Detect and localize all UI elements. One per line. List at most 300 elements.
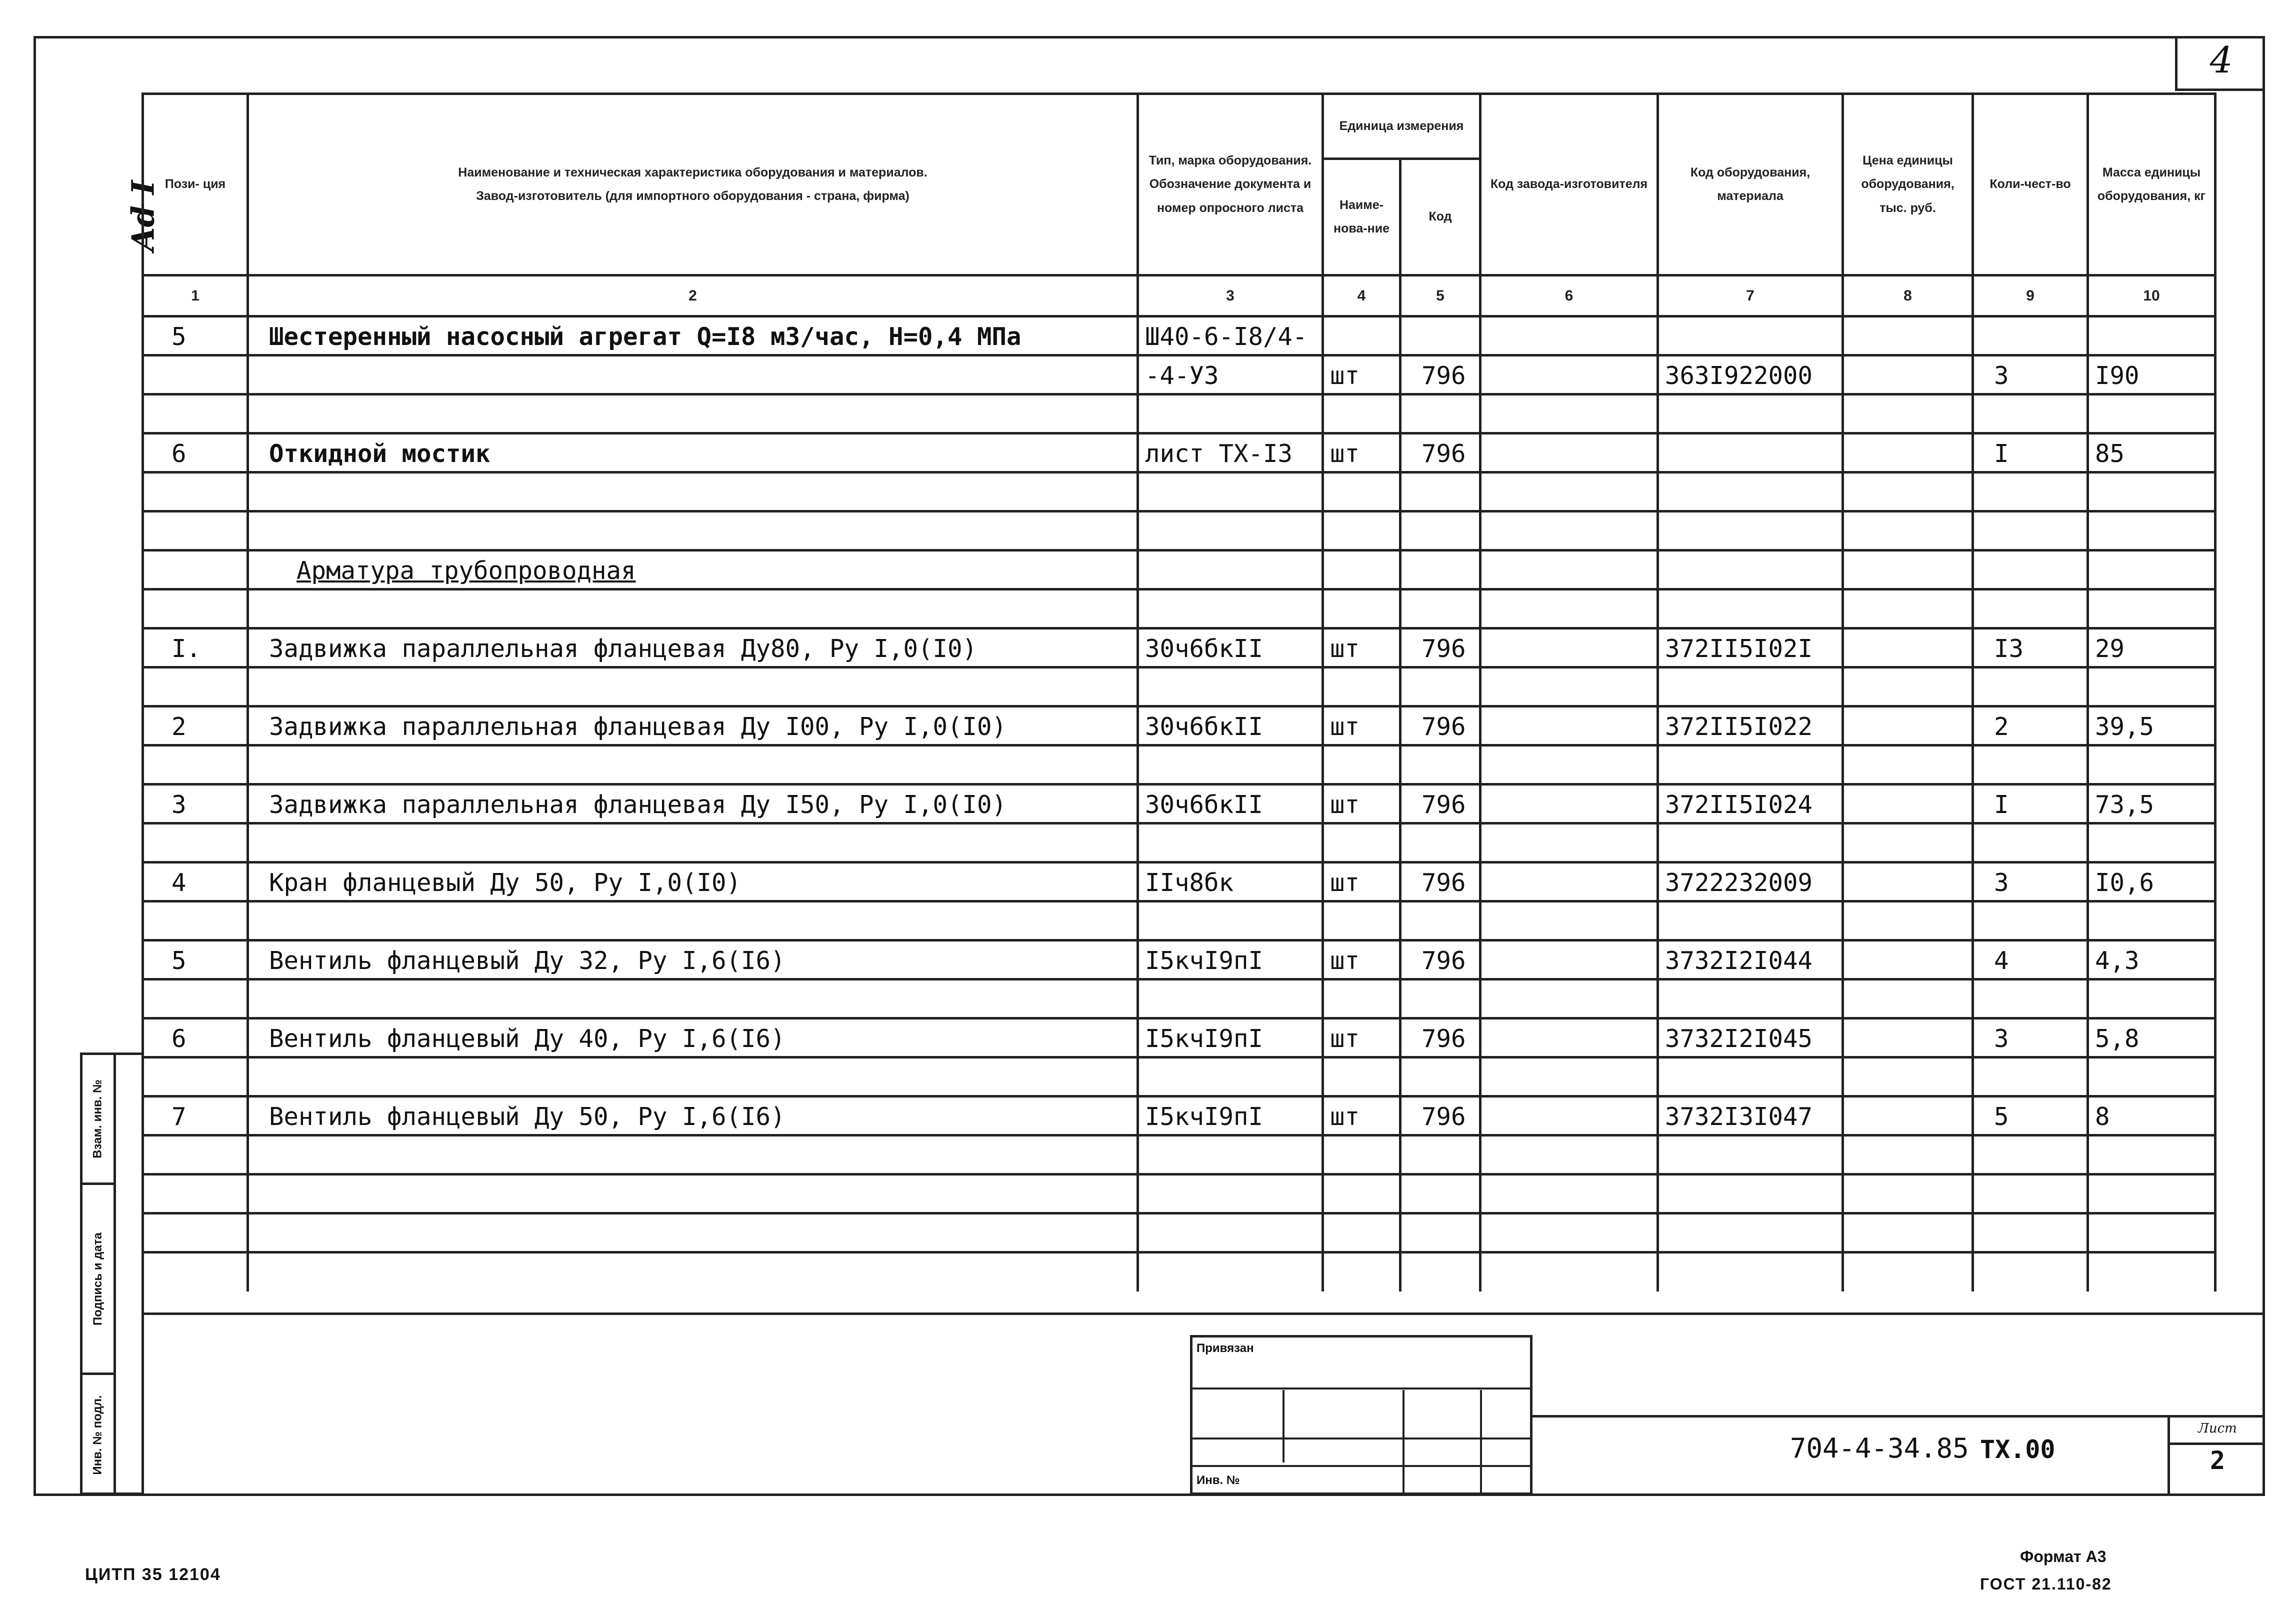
row-equipment-code: 363I922000 [1658,356,1843,394]
row-price [1843,316,1973,356]
row-quantity: 4 [1973,940,2088,980]
row-position [143,824,248,862]
table-row [143,316,2216,356]
row-unit: шт [1323,356,1400,394]
row-position [143,1058,248,1096]
row-unit: шт [1323,940,1400,980]
row-price [1843,940,1973,980]
row-unit: шт [1323,1018,1400,1058]
row-equipment-code: 3732I2I044 [1658,940,1843,980]
col-number: 1 [143,276,248,316]
row-unit [1323,902,1400,940]
row-price [1843,1018,1973,1058]
inventory-mark: Ad I [124,180,162,252]
row-equipment-code [1658,824,1843,862]
row-mass [2088,824,2216,862]
row-unit [1323,1058,1400,1096]
row-mass: 4,3 [2088,940,2216,980]
table-row [143,590,2216,628]
row-mass [2088,550,2216,590]
header-unit-group: Единица измерения [1323,94,1480,159]
table-row [143,668,2216,706]
row-mass [2088,472,2216,512]
col-number: 9 [1973,276,2088,316]
table-row [143,1136,2216,1174]
table-row [143,1252,2216,1292]
row-quantity [1973,316,2088,356]
row-equipment-code: 372II5I022 [1658,706,1843,746]
row-unit-code [1400,394,1480,434]
row-quantity: 3 [1973,356,2088,394]
side-cell-original-inv: Инв. № подл. [91,1395,104,1475]
document-section-code: ТХ.00 [1980,1435,2056,1464]
row-name: Вентиль фланцевый Ду 40, Ру I,6(I6) [248,1018,1138,1058]
row-type: I5кчI9пI [1138,940,1323,980]
row-position [143,902,248,940]
row-quantity [1973,1214,2088,1252]
row-position [143,472,248,512]
table-row [143,1174,2216,1214]
row-position [143,746,248,784]
row-quantity [1973,1058,2088,1096]
row-quantity [1973,1252,2088,1292]
footer-archive-code: ЦИТП 35 12104 [85,1565,221,1584]
header-unit-code: Код [1400,159,1480,276]
row-position: I. [143,628,248,668]
row-equipment-code: 3732I3I047 [1658,1096,1843,1136]
row-plant-code [1480,434,1658,472]
row-price [1843,1214,1973,1252]
row-plant-code [1480,668,1658,706]
row-plant-code [1480,550,1658,590]
row-type: I5кчI9пI [1138,1018,1323,1058]
footer-format: Формат А3 [2020,1548,2106,1566]
header-unit-name: Наиме-нова-ние [1323,159,1400,276]
row-price [1843,394,1973,434]
row-plant-code [1480,706,1658,746]
row-mass [2088,1136,2216,1174]
row-type [1138,1136,1323,1174]
row-unit [1323,512,1400,550]
row-unit [1323,316,1400,356]
table-row [143,862,2216,902]
row-unit [1323,1136,1400,1174]
row-quantity [1973,902,2088,940]
row-equipment-code [1658,902,1843,940]
row-price [1843,980,1973,1018]
row-position [143,356,248,394]
row-type: -4-У3 [1138,356,1323,394]
row-mass [2088,1252,2216,1292]
corner-sheet-mark: 4 [2175,36,2265,91]
table-row [143,512,2216,550]
row-unit: шт [1323,434,1400,472]
col-number: 3 [1138,276,1323,316]
row-unit-code [1400,746,1480,784]
row-equipment-code [1658,980,1843,1018]
table-row [143,472,2216,512]
row-position: 5 [143,940,248,980]
row-mass: I0,6 [2088,862,2216,902]
row-mass [2088,316,2216,356]
table-row [143,394,2216,434]
row-unit-code: 796 [1400,434,1480,472]
row-price [1843,590,1973,628]
row-mass: 8 [2088,1096,2216,1136]
row-type [1138,1214,1323,1252]
row-unit-code [1400,316,1480,356]
row-plant-code [1480,902,1658,940]
row-name [248,902,1138,940]
row-position: 7 [143,1096,248,1136]
row-equipment-code [1658,550,1843,590]
row-mass [2088,394,2216,434]
row-position [143,550,248,590]
row-name: Вентиль фланцевый Ду 32, Ру I,6(I6) [248,940,1138,980]
row-type: лист ТХ-I3 [1138,434,1323,472]
row-type: IIч8бк [1138,862,1323,902]
row-quantity: 3 [1973,1018,2088,1058]
row-name: Задвижка параллельная фланцевая Ду80, Ру I,0(I0) [248,628,1138,668]
linking-stamp [1190,1335,1532,1495]
row-plant-code [1480,628,1658,668]
row-unit [1323,1174,1400,1214]
row-unit-code: 796 [1400,1018,1480,1058]
row-name [248,472,1138,512]
row-mass: 39,5 [2088,706,2216,746]
row-type [1138,394,1323,434]
row-unit-code [1400,902,1480,940]
row-price [1843,706,1973,746]
row-name [248,1252,1138,1292]
column-number-row [143,276,2216,316]
row-unit [1323,1214,1400,1252]
table-row [143,1018,2216,1058]
row-equipment-code [1658,316,1843,356]
row-plant-code [1480,1058,1658,1096]
table-row [143,550,2216,590]
row-plant-code [1480,512,1658,550]
row-plant-code [1480,746,1658,784]
row-name [248,590,1138,628]
row-unit: шт [1323,706,1400,746]
row-unit-code: 796 [1400,706,1480,746]
header-type: Тип, марка оборудования. Обозначение документа и номер опросного листа [1138,94,1323,276]
row-quantity [1973,980,2088,1018]
row-quantity: I3 [1973,628,2088,668]
row-equipment-code [1658,434,1843,472]
row-unit [1323,590,1400,628]
row-equipment-code [1658,590,1843,628]
row-unit-code [1400,512,1480,550]
row-plant-code [1480,784,1658,824]
row-unit: шт [1323,784,1400,824]
table-row [143,1214,2216,1252]
row-name: Кран фланцевый Ду 50, Ру I,0(I0) [248,862,1138,902]
header-price: Цена единицы оборудования, тыс. руб. [1843,94,1973,276]
row-price [1843,472,1973,512]
row-unit-code [1400,590,1480,628]
row-equipment-code [1658,746,1843,784]
row-unit-code: 796 [1400,356,1480,394]
row-plant-code [1480,1018,1658,1058]
row-mass [2088,902,2216,940]
row-price [1843,902,1973,940]
row-equipment-code: 3732I2I045 [1658,1018,1843,1058]
row-mass [2088,668,2216,706]
table-row [143,902,2216,940]
row-plant-code [1480,316,1658,356]
row-price [1843,434,1973,472]
row-type [1138,824,1323,862]
table-header [143,94,2216,316]
row-position: 4 [143,862,248,902]
row-unit-code [1400,472,1480,512]
row-unit-code: 796 [1400,862,1480,902]
row-quantity: I [1973,434,2088,472]
row-position [143,1174,248,1214]
row-price [1843,862,1973,902]
row-quantity [1973,472,2088,512]
row-equipment-code [1658,472,1843,512]
row-equipment-code [1658,394,1843,434]
header-equipment-code: Код оборудования, материала [1658,94,1843,276]
row-plant-code [1480,1174,1658,1214]
row-price [1843,1252,1973,1292]
row-type: 30ч6бкII [1138,628,1323,668]
row-mass: 85 [2088,434,2216,472]
row-price [1843,550,1973,590]
table-row [143,1058,2216,1096]
row-mass [2088,1214,2216,1252]
row-plant-code [1480,980,1658,1018]
header-name: Наименование и техническая характеристика оборудования и материалов. Завод-изготовитель (для импортного оборудования - страна, фирма) [248,94,1138,276]
row-name [248,1174,1138,1214]
document-code: 704-4-34.85 [1790,1432,1969,1464]
row-type [1138,1058,1323,1096]
row-position [143,668,248,706]
approval-side-strip [80,1052,144,1495]
row-name [248,980,1138,1018]
row-price [1843,746,1973,784]
row-position: 5 [143,316,248,356]
row-position [143,590,248,628]
sheet-number-box [2168,1415,2265,1496]
title-block-line [1532,1415,2265,1418]
row-plant-code [1480,590,1658,628]
row-equipment-code [1658,1252,1843,1292]
sheet-number: 2 [2210,1446,2226,1475]
title-block-top-line [142,1312,2265,1315]
row-plant-code [1480,1096,1658,1136]
row-unit-code [1400,824,1480,862]
row-name: Вентиль фланцевый Ду 50, Ру I,6(I6) [248,1096,1138,1136]
row-quantity [1973,668,2088,706]
row-price [1843,784,1973,824]
row-name [248,356,1138,394]
row-unit-code: 796 [1400,1096,1480,1136]
row-type [1138,550,1323,590]
header-plant-code: Код завода-изготовителя [1480,94,1658,276]
row-unit-code [1400,1174,1480,1214]
table-row [143,706,2216,746]
row-position [143,512,248,550]
row-position: 2 [143,706,248,746]
row-type [1138,668,1323,706]
row-mass [2088,1058,2216,1096]
row-unit-code: 796 [1400,784,1480,824]
row-type [1138,512,1323,550]
row-plant-code [1480,940,1658,980]
table-row [143,980,2216,1018]
table-row [143,824,2216,862]
row-unit-code: 796 [1400,940,1480,980]
row-unit [1323,472,1400,512]
row-unit [1323,746,1400,784]
row-quantity [1973,550,2088,590]
row-equipment-code [1658,1174,1843,1214]
row-price [1843,1058,1973,1096]
row-type [1138,590,1323,628]
row-price [1843,668,1973,706]
footer-gost: ГОСТ 21.110-82 [1980,1575,2112,1593]
row-position: 3 [143,784,248,824]
row-equipment-code: 3722232009 [1658,862,1843,902]
row-mass [2088,1174,2216,1214]
side-cell-signature-date: Подпись и дата [82,1185,114,1375]
row-position [143,1136,248,1174]
row-quantity [1973,1174,2088,1214]
row-quantity [1973,590,2088,628]
row-type [1138,902,1323,940]
col-number: 5 [1400,276,1480,316]
row-unit [1323,1252,1400,1292]
row-name: Откидной мостик [248,434,1138,472]
row-mass [2088,590,2216,628]
row-quantity [1973,746,2088,784]
row-unit-code [1400,550,1480,590]
row-unit [1323,980,1400,1018]
row-mass [2088,512,2216,550]
row-unit [1323,668,1400,706]
row-price [1843,1096,1973,1136]
row-price [1843,356,1973,394]
table-row [143,940,2216,980]
row-name [248,1214,1138,1252]
row-quantity: 5 [1973,1096,2088,1136]
row-mass: 73,5 [2088,784,2216,824]
row-plant-code [1480,356,1658,394]
row-quantity [1973,824,2088,862]
col-number: 7 [1658,276,1843,316]
row-type: 30ч6бкII [1138,706,1323,746]
row-mass [2088,980,2216,1018]
col-number: 8 [1843,276,1973,316]
row-plant-code [1480,1214,1658,1252]
row-name: Задвижка параллельная фланцевая Ду I50, Ру I,0(I0) [248,784,1138,824]
row-quantity: I [1973,784,2088,824]
header-position: Пози- ция [143,94,248,276]
row-unit-code [1400,1136,1480,1174]
stamp-linked-label: Привязан [1196,1342,1254,1355]
header-quantity: Коли-чест-во [1973,94,2088,276]
row-type: Ш40-6-I8/4- [1138,316,1323,356]
row-name [248,668,1138,706]
row-price [1843,1136,1973,1174]
row-unit-code: 796 [1400,628,1480,668]
table-row [143,746,2216,784]
header-mass: Масса единицы оборудования, кг [2088,94,2216,276]
row-equipment-code: 372II5I02I [1658,628,1843,668]
row-plant-code [1480,862,1658,902]
row-unit-code [1400,1214,1480,1252]
table-row [143,434,2216,472]
row-position [143,980,248,1018]
row-equipment-code [1658,1058,1843,1096]
row-plant-code [1480,1252,1658,1292]
table-body [143,316,2216,1292]
row-quantity [1973,1136,2088,1174]
row-price [1843,512,1973,550]
row-equipment-code [1658,1136,1843,1174]
row-plant-code [1480,472,1658,512]
row-name: Шестеренный насосный агрегат Q=I8 м3/час, Н=0,4 МПа [248,316,1138,356]
row-price [1843,824,1973,862]
row-position [143,394,248,434]
row-equipment-code [1658,512,1843,550]
row-unit: шт [1323,628,1400,668]
row-type [1138,746,1323,784]
row-type [1138,980,1323,1018]
row-quantity: 2 [1973,706,2088,746]
row-mass: I90 [2088,356,2216,394]
row-price [1843,628,1973,668]
row-mass: 5,8 [2088,1018,2216,1058]
col-number: 10 [2088,276,2216,316]
row-type: 30ч6бкII [1138,784,1323,824]
specification-table [142,92,2216,1292]
row-position [143,1252,248,1292]
col-number: 6 [1480,276,1658,316]
row-type [1138,1252,1323,1292]
col-number: 2 [248,276,1138,316]
row-plant-code [1480,1136,1658,1174]
row-unit-code [1400,1252,1480,1292]
row-name [248,512,1138,550]
row-name: Арматура трубопроводная [248,550,1138,590]
row-unit: шт [1323,1096,1400,1136]
row-unit-code [1400,980,1480,1018]
sheet-label: Лист [2170,1415,2265,1445]
row-quantity [1973,394,2088,434]
row-type [1138,472,1323,512]
col-number: 4 [1323,276,1400,316]
stamp-inv-label: Инв. № [1196,1474,1240,1487]
row-position: 6 [143,1018,248,1058]
row-name [248,394,1138,434]
row-position [143,1214,248,1252]
row-unit [1323,394,1400,434]
row-unit: шт [1323,862,1400,902]
row-name [248,746,1138,784]
row-name [248,824,1138,862]
row-position: 6 [143,434,248,472]
row-plant-code [1480,394,1658,434]
row-unit-code [1400,668,1480,706]
side-cell-replace-inv: Взам. инв. № [82,1055,114,1185]
row-name [248,1058,1138,1096]
row-unit [1323,824,1400,862]
